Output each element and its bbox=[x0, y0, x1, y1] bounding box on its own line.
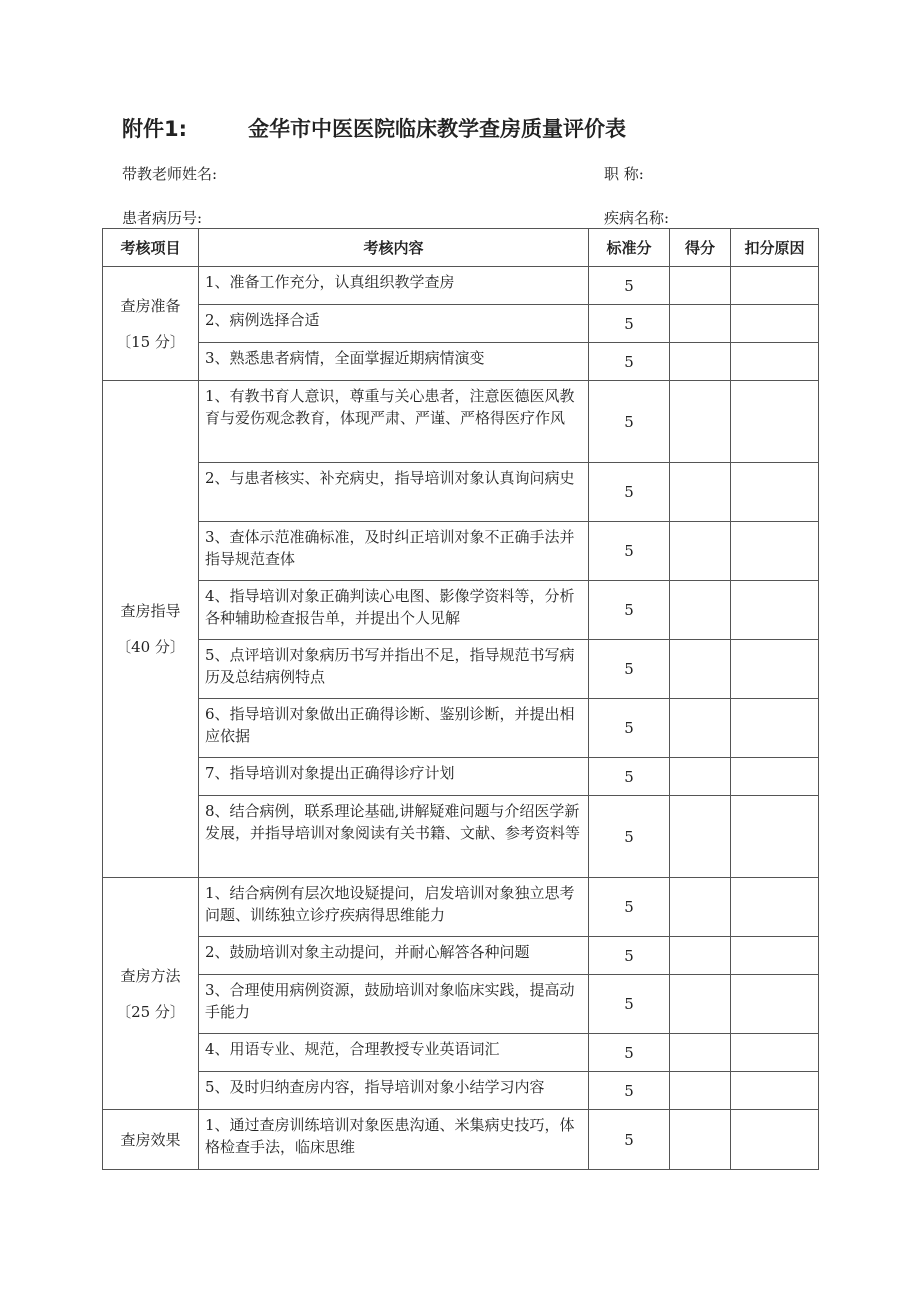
deduction-reason-cell[interactable] bbox=[731, 796, 819, 878]
table-row bbox=[103, 305, 819, 343]
standard-score: 5 bbox=[589, 381, 670, 463]
section-name: 查房效果 bbox=[120, 1130, 181, 1149]
standard-score: 5 bbox=[589, 640, 670, 699]
table-row bbox=[103, 1110, 819, 1170]
score-cell[interactable] bbox=[670, 305, 731, 343]
standard-score: 5 bbox=[589, 699, 670, 758]
table-row bbox=[103, 1034, 819, 1072]
table-row bbox=[103, 699, 819, 758]
deduction-reason-cell[interactable] bbox=[731, 937, 819, 975]
item-content: 4、用语专业、规范，合理教授专业英语词汇 bbox=[199, 1034, 589, 1072]
section-name: 查房方法 bbox=[120, 966, 181, 985]
score-cell[interactable] bbox=[670, 1072, 731, 1110]
annex-label: 附件1: bbox=[122, 117, 188, 141]
score-cell[interactable] bbox=[670, 937, 731, 975]
standard-score: 5 bbox=[589, 758, 670, 796]
section-name: 查房准备 bbox=[120, 296, 181, 315]
item-content: 5、点评培训对象病历书写并指出不足，指导规范书写病历及总结病例特点 bbox=[199, 640, 589, 699]
deduction-reason-cell[interactable] bbox=[731, 758, 819, 796]
section-category-cell bbox=[103, 267, 199, 381]
item-content: 4、指导培训对象正确判读心电图、影像学资料等，分析各种辅助检查报告单，并提出个人见解 bbox=[199, 581, 589, 640]
standard-score: 5 bbox=[589, 463, 670, 522]
header-score: 得分 bbox=[670, 229, 731, 267]
deduction-reason-cell[interactable] bbox=[731, 305, 819, 343]
deduction-reason-cell[interactable] bbox=[731, 699, 819, 758]
item-content: 1、结合病例有层次地设疑提问，启发培训对象独立思考问题、训练独立诊疗疾病得思维能力 bbox=[199, 878, 589, 937]
score-cell[interactable] bbox=[670, 381, 731, 463]
table-row bbox=[103, 463, 819, 522]
header-content: 考核内容 bbox=[199, 229, 589, 267]
standard-score: 5 bbox=[589, 305, 670, 343]
item-content: 3、查体示范准确标准，及时纠正培训对象不正确手法并指导规范查体 bbox=[199, 522, 589, 581]
section-category-cell bbox=[103, 878, 199, 1110]
header-standard-score: 标准分 bbox=[589, 229, 670, 267]
table-row bbox=[103, 878, 819, 937]
table-row bbox=[103, 581, 819, 640]
standard-score: 5 bbox=[589, 581, 670, 640]
header-category: 考核项目 bbox=[103, 229, 199, 267]
table-row bbox=[103, 381, 819, 463]
header-deduction-reason: 扣分原因 bbox=[731, 229, 819, 267]
table-row bbox=[103, 975, 819, 1034]
deduction-reason-cell[interactable] bbox=[731, 522, 819, 581]
standard-score: 5 bbox=[589, 796, 670, 878]
deduction-reason-cell[interactable] bbox=[731, 381, 819, 463]
score-cell[interactable] bbox=[670, 640, 731, 699]
item-content: 5、及时归纳查房内容，指导培训对象小结学习内容 bbox=[199, 1072, 589, 1110]
item-content: 7、指导培训对象提出正确得诊疗计划 bbox=[199, 758, 589, 796]
item-content: 1、通过查房训练培训对象医患沟通、米集病史技巧，体格检查手法，临床思维 bbox=[199, 1110, 589, 1170]
document-title bbox=[122, 113, 626, 143]
table-row bbox=[103, 1072, 819, 1110]
form-title: 金华市中医医院临床教学查房质量评价表 bbox=[248, 117, 626, 141]
standard-score: 5 bbox=[589, 975, 670, 1034]
table-row bbox=[103, 640, 819, 699]
standard-score: 5 bbox=[589, 878, 670, 937]
deduction-reason-cell[interactable] bbox=[731, 343, 819, 381]
score-cell[interactable] bbox=[670, 975, 731, 1034]
position-label: 职 称: bbox=[604, 165, 644, 183]
section-name: 查房指导 bbox=[120, 602, 181, 620]
table-row bbox=[103, 267, 819, 305]
deduction-reason-cell[interactable] bbox=[731, 267, 819, 305]
score-cell[interactable] bbox=[670, 267, 731, 305]
standard-score: 5 bbox=[589, 1110, 670, 1170]
standard-score: 5 bbox=[589, 343, 670, 381]
standard-score: 5 bbox=[589, 267, 670, 305]
standard-score: 5 bbox=[589, 937, 670, 975]
score-cell[interactable] bbox=[670, 758, 731, 796]
section-points: 〔40 分〕 bbox=[116, 638, 185, 656]
deduction-reason-cell[interactable] bbox=[731, 878, 819, 937]
evaluation-table bbox=[102, 228, 819, 1170]
item-content: 2、病例选择合适 bbox=[199, 305, 589, 343]
score-cell[interactable] bbox=[670, 343, 731, 381]
score-cell[interactable] bbox=[670, 1110, 731, 1170]
item-content: 3、合理使用病例资源，鼓励培训对象临床实践，提高动手能力 bbox=[199, 975, 589, 1034]
table-header-row bbox=[103, 229, 819, 267]
deduction-reason-cell[interactable] bbox=[731, 1110, 819, 1170]
teacher-name-label: 带教老师姓名: bbox=[122, 165, 218, 183]
section-points: 〔15 分〕 bbox=[116, 332, 185, 351]
standard-score: 5 bbox=[589, 522, 670, 581]
item-content: 8、结合病例，联系理论基础,讲解疑难问题与介绍医学新发展，并指导培训对象阅读有关书籍、文献、参考资料等 bbox=[199, 796, 589, 878]
standard-score: 5 bbox=[589, 1034, 670, 1072]
item-content: 3、熟悉患者病情，全面掌握近期病情演变 bbox=[199, 343, 589, 381]
record-number-label: 患者病历号: bbox=[122, 209, 203, 227]
item-content: 6、指导培训对象做出正确得诊断、鉴别诊断，并提出相应依据 bbox=[199, 699, 589, 758]
standard-score: 5 bbox=[589, 1072, 670, 1110]
table-row bbox=[103, 758, 819, 796]
table-row bbox=[103, 937, 819, 975]
item-content: 2、与患者核实、补充病史，指导培训对象认真询问病史 bbox=[199, 463, 589, 522]
disease-name-label: 疾病名称: bbox=[604, 209, 670, 227]
score-cell[interactable] bbox=[670, 878, 731, 937]
deduction-reason-cell[interactable] bbox=[731, 640, 819, 699]
deduction-reason-cell[interactable] bbox=[731, 581, 819, 640]
item-content: 1、准备工作充分，认真组织教学查房 bbox=[199, 267, 589, 305]
table-row bbox=[103, 343, 819, 381]
deduction-reason-cell[interactable] bbox=[731, 975, 819, 1034]
score-cell[interactable] bbox=[670, 581, 731, 640]
table-row bbox=[103, 522, 819, 581]
table-row bbox=[103, 796, 819, 878]
deduction-reason-cell[interactable] bbox=[731, 463, 819, 522]
score-cell[interactable] bbox=[670, 699, 731, 758]
deduction-reason-cell[interactable] bbox=[731, 1034, 819, 1072]
score-cell[interactable] bbox=[670, 1034, 731, 1072]
score-cell[interactable] bbox=[670, 796, 731, 878]
item-content: 1、有教书育人意识，尊重与关心患者，注意医德医风教育与爱伤观念教育，体现严肃、严谨、严格得医疗作风 bbox=[199, 381, 589, 463]
score-cell[interactable] bbox=[670, 463, 731, 522]
section-category-cell bbox=[103, 381, 199, 878]
section-category-cell bbox=[103, 1110, 199, 1170]
deduction-reason-cell[interactable] bbox=[731, 1072, 819, 1110]
score-cell[interactable] bbox=[670, 522, 731, 581]
section-points: 〔25 分〕 bbox=[116, 1002, 185, 1021]
item-content: 2、鼓励培训对象主动提问，并耐心解答各种问题 bbox=[199, 937, 589, 975]
